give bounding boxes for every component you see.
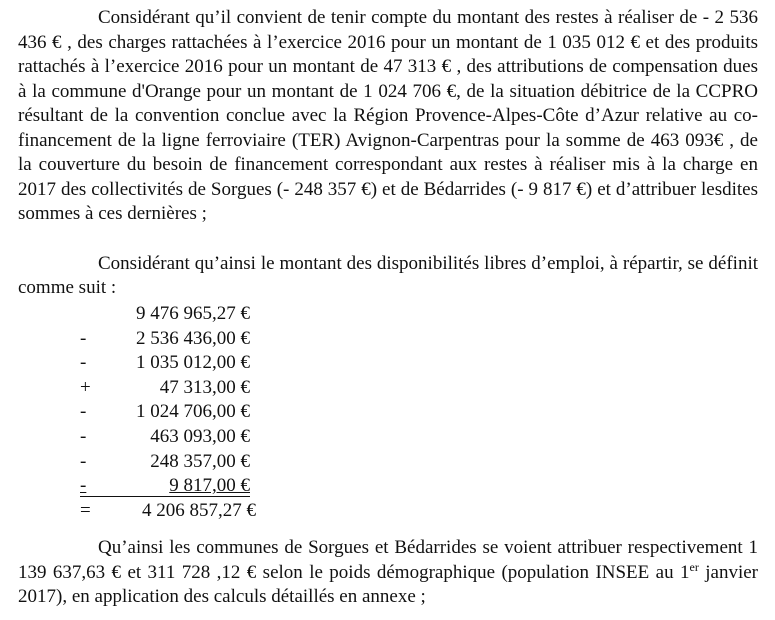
paragraph-disponibilites: Considérant qu’ainsi le montant des disponibilités libres d’emploi, à répartir, se définit comme suit : xyxy=(18,252,758,298)
calc-row-ter xyxy=(80,425,250,450)
calc-amount: 9 817,00 € xyxy=(169,475,250,497)
calc-operator: = xyxy=(80,499,91,521)
calc-amount: 1 024 706,00 € xyxy=(136,401,250,423)
calc-row-restes xyxy=(80,327,250,352)
calc-amount: 1 035 012,00 € xyxy=(136,352,250,374)
calc-operator: - xyxy=(80,327,87,349)
paragraph-attribution xyxy=(18,536,758,610)
calc-amount: 47 313,00 € xyxy=(159,376,250,398)
attribution-text: Qu’ainsi les communes de Sorgues et Bédarrides se voient attribuer respectivement 1 139 637,63 € et 311 728 ,12 € selon le poids démographique (population INSEE au 1 xyxy=(18,537,758,583)
sum-underline xyxy=(80,496,250,497)
calc-amount: 2 536 436,00 € xyxy=(136,327,250,349)
paragraph-restes-a-realiser: Considérant qu’il convient de tenir compte du montant des restes à réaliser de - 2 536 436 € , des charges rattachées à l’exercice 2016 pour un montant de 1 035 012 € et des produits rattachés à l’exercice 2016 pour un montant de 47 313 € , des attributions de compensation dues à la commune d'Orange pour un montant de 1 024 706 €, de la situation débitrice de la CCPRO résultant de la convention conclue avec la Région Provence-Alpes-Côte d’Azur relative au co-financement de la ligne ferroviaire (TER) Avignon-Carpentras pour la somme de 463 093€ , de la couverture du besoin de financement correspondant aux restes à réaliser mis à la charge en 2017 des collectivités de Sorgues (- 248 357 €) et de Bédarrides (- 9 817 €) et d’attribuer lesdites sommes à ces dernières ; xyxy=(18,7,758,224)
calc-operator: - xyxy=(80,450,87,472)
ordinal-superscript: er xyxy=(689,559,699,574)
calc-operator: - xyxy=(80,425,87,447)
document-body xyxy=(18,6,758,301)
calc-amount: 4 206 857,27 € xyxy=(142,499,256,521)
calc-row-charges xyxy=(80,351,250,376)
attribution-text-end: janvier 2017), en application des calculs détaillés en annexe ; xyxy=(18,561,758,607)
calc-row-total xyxy=(80,499,256,524)
calc-row-orange xyxy=(80,400,250,425)
calculation-list xyxy=(80,302,256,523)
calc-amount: 9 476 965,27 € xyxy=(136,303,250,324)
calc-operator: - xyxy=(80,401,87,423)
document-body-end xyxy=(18,536,758,610)
calc-row-base xyxy=(80,302,250,327)
calc-operator: - xyxy=(80,352,87,374)
calc-amount: 463 093,00 € xyxy=(150,425,250,447)
calc-operator: - xyxy=(80,475,87,497)
calc-amount: 248 357,00 € xyxy=(150,450,250,472)
calc-row-sorgues xyxy=(80,450,250,475)
calc-row-produits xyxy=(80,376,250,401)
calc-row-bedarrides xyxy=(80,474,250,499)
calc-operator: + xyxy=(80,376,91,398)
